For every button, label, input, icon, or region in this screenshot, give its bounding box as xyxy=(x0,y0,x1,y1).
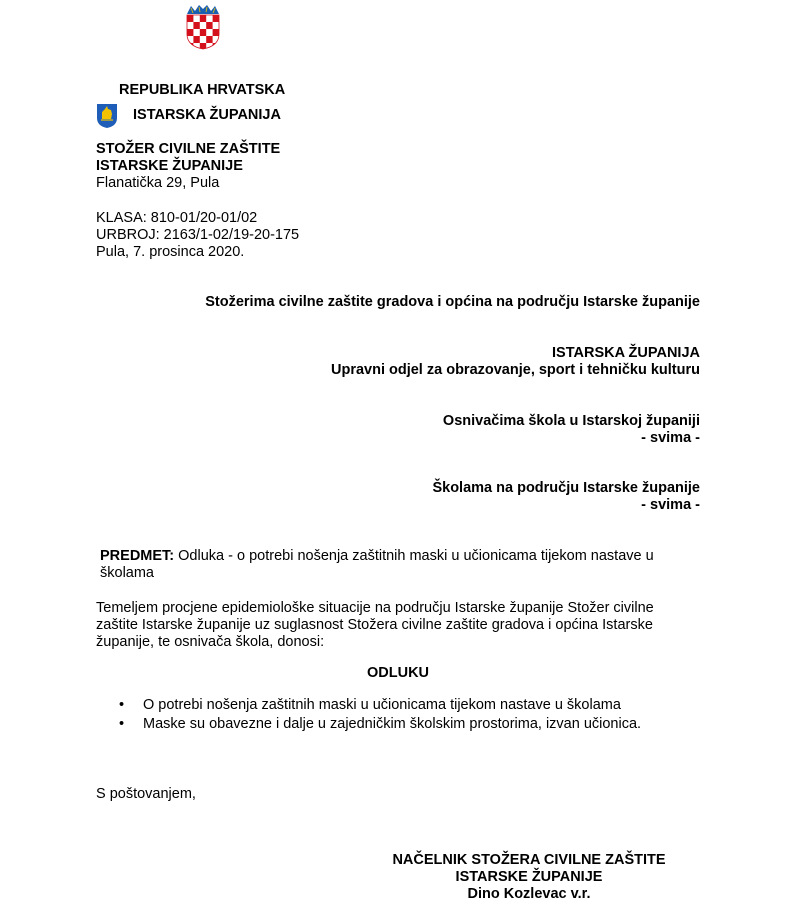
body-paragraph-line2: zaštite Istarske županije uz suglasnost Stožera civilne zaštite gradova i općina Istarske xyxy=(96,617,653,633)
list-item xyxy=(96,715,641,734)
bullet-icon: • xyxy=(119,716,125,732)
recipient-school-founders: Osnivačima škola u Istarskoj županiji xyxy=(442,413,700,429)
sender-name-line2: ISTARSKE ŽUPANIJE xyxy=(96,158,243,174)
body-paragraph-line1: Temeljem procjene epidemiološke situacije na području Istarske županije Stožer civilne xyxy=(96,600,654,616)
place-and-date: Pula, 7. prosinca 2020. xyxy=(96,244,245,260)
recipient-school-founders-all: - svima - xyxy=(641,430,700,446)
recipient-civil-protection-headquarters: Stožerima civilne zaštite gradova i općina na području Istarske županije xyxy=(205,294,700,310)
closing-salutation: S poštovanjem, xyxy=(96,786,196,802)
signature-name: Dino Kozlevac v.r. xyxy=(467,886,591,902)
recipient-schools-all: - svima - xyxy=(641,497,700,513)
decision-title: ODLUKU xyxy=(366,665,430,681)
subject-text-continued: školama xyxy=(100,565,154,581)
decision-list xyxy=(96,696,641,734)
subject-line xyxy=(100,548,654,565)
sender-name-line1: STOŽER CIVILNE ZAŠTITE xyxy=(96,141,281,157)
subject-text: Odluka - o potrebi nošenja zaštitnih maski u učionicama tijekom nastave u xyxy=(178,548,654,564)
list-item xyxy=(96,696,641,715)
decision-item-2: Maske su obavezne i dalje u zajedničkim školskim prostorima, izvan učionica. xyxy=(143,716,642,732)
recipient-schools: Školama na području Istarske županije xyxy=(432,480,700,496)
county-name: ISTARSKA ŽUPANIJA xyxy=(133,107,281,123)
urbroj-reference: URBROJ: 2163/1-02/19-20-175 xyxy=(96,227,300,243)
bullet-icon: • xyxy=(119,697,125,713)
recipient-county: ISTARSKA ŽUPANIJA xyxy=(552,345,700,361)
decision-item-1: O potrebi nošenja zaštitnih maski u učionicama tijekom nastave u školama xyxy=(143,697,621,713)
body-paragraph-line3: županije, te osnivača škola, donosi: xyxy=(96,634,325,650)
istrian-goat-emblem-icon xyxy=(96,103,118,129)
republic-name: REPUBLIKA HRVATSKA xyxy=(119,82,286,98)
signature-title: NAČELNIK STOŽERA CIVILNE ZAŠTITE xyxy=(392,852,666,868)
subject-label: PREDMET: xyxy=(100,548,175,564)
recipient-county-department: Upravni odjel za obrazovanje, sport i tehničku kulturu xyxy=(330,362,700,378)
klasa-reference: KLASA: 810-01/20-01/02 xyxy=(96,210,258,226)
sender-address: Flanatička 29, Pula xyxy=(96,175,220,191)
croatian-coat-of-arms-icon xyxy=(183,4,223,50)
signature-organization: ISTARSKE ŽUPANIJE xyxy=(455,869,603,885)
